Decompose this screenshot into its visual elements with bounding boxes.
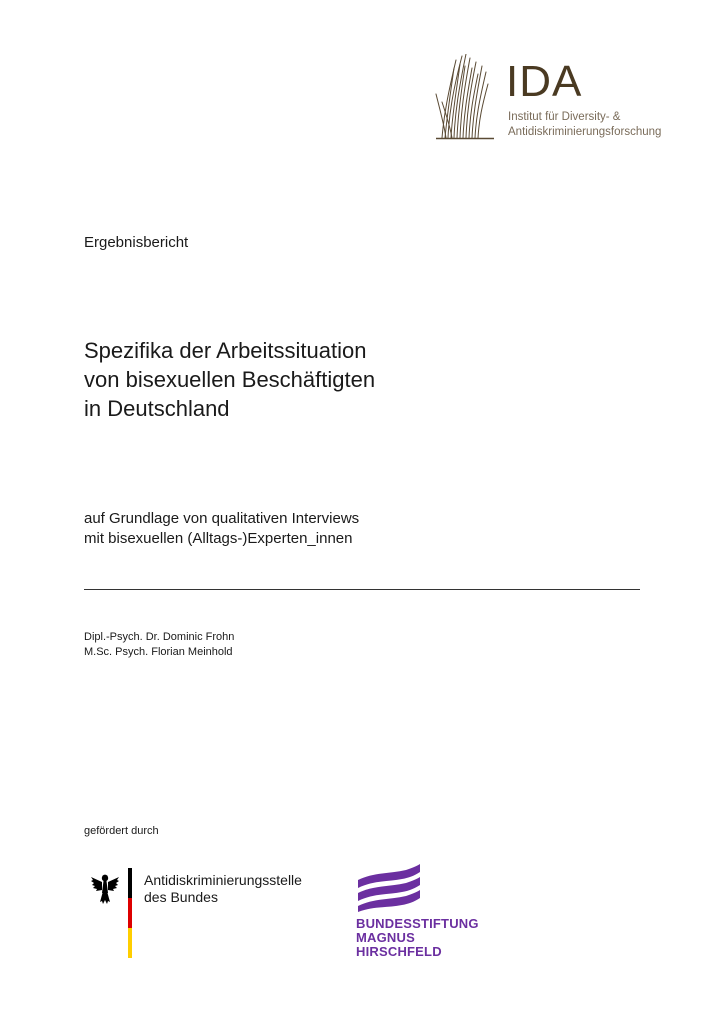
title-line: in Deutschland [84,396,230,421]
ads-logo [90,868,320,963]
author: Dipl.-Psych. Dr. Dominic Frohn [84,631,235,643]
authors [84,630,234,660]
bmh-name-line: HIRSCHFELD [356,944,442,959]
grass-icon [434,54,496,140]
divider [84,589,640,590]
ida-wordmark: IDA [506,57,583,106]
title-line: Spezifika der Arbeitssituation [84,338,367,363]
ads-name [144,872,302,906]
federal-eagle-icon [90,871,120,905]
ida-logo [434,54,674,144]
report-type: Ergebnisbericht [84,234,189,251]
ida-tagline-line2: Antidiskriminierungsforschung [508,126,662,138]
bmh-name-line: BUNDESSTIFTUNG [356,916,479,931]
document-title [84,336,375,423]
document-subtitle [84,509,359,549]
bmh-logo [356,862,506,962]
funded-by-label: gefördert durch [84,825,159,837]
waves-icon [356,862,422,912]
ida-tagline-line1: Institut für Diversity- & [508,111,621,123]
title-line: von bisexuellen Beschäftigten [84,367,376,392]
subtitle-line: mit bisexuellen (Alltags-)Experten_innen [84,530,353,547]
bmh-name [356,917,479,959]
bmh-name-line: MAGNUS [356,930,415,945]
german-flag-bar [128,868,132,958]
ads-name-line: des Bundes [144,889,218,905]
subtitle-line: auf Grundlage von qualitativen Interviews [84,510,360,527]
author: M.Sc. Psych. Florian Meinhold [84,646,233,658]
ads-name-line: Antidiskriminierungsstelle [144,872,302,888]
